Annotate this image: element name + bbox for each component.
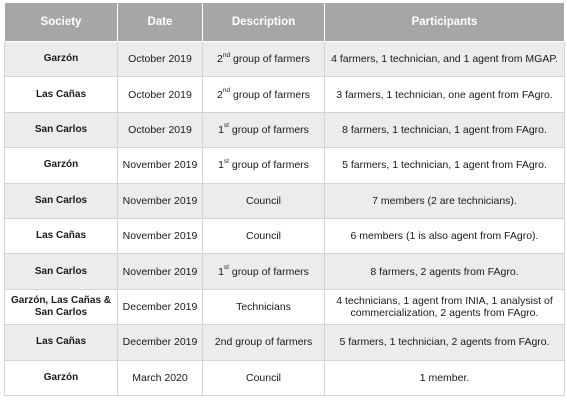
society-cell: San Carlos: [5, 183, 118, 218]
description-text: group of farmers: [230, 53, 311, 66]
date-cell: October 2019: [118, 42, 203, 77]
description-ordinal: 1: [218, 159, 224, 172]
table-row: [5, 218, 565, 253]
table-row: [5, 148, 565, 183]
society-cell: San Carlos: [5, 254, 118, 289]
society-line: San Carlos: [34, 306, 88, 318]
date-cell: December 2019: [118, 325, 203, 360]
table-row: [5, 325, 565, 360]
society-cell: Garzón: [5, 148, 118, 183]
table-row: [5, 360, 565, 395]
description-text: group of farmers: [228, 159, 309, 172]
header-participants: Participants: [325, 3, 565, 42]
participants-cell: 5 farmers, 1 technician, 1 agent from FAgro.: [325, 148, 565, 183]
description-suffix: st: [223, 264, 229, 272]
participants-cell: 6 members (1 is also agent from FAgro).: [325, 218, 565, 253]
description-suffix: nd: [222, 51, 231, 59]
participants-cell: 8 farmers, 2 agents from FAgro.: [325, 254, 565, 289]
description-cell: [203, 42, 325, 77]
description-ordinal: 1: [218, 123, 224, 136]
description-ordinal: 1: [218, 265, 224, 278]
table-row: [5, 183, 565, 218]
participants-line: commercialization, 2 agents from FAgro.: [350, 306, 539, 319]
date-cell: November 2019: [118, 218, 203, 253]
header-description: Description: [203, 3, 325, 42]
participants-cell: 7 members (2 are technicians).: [325, 183, 565, 218]
participants-cell: 8 farmers, 1 technician, 1 agent from FAgro.: [325, 112, 565, 147]
description-cell: 2nd group of farmers: [203, 325, 325, 360]
date-cell: November 2019: [118, 254, 203, 289]
society-cell: [5, 289, 118, 324]
participants-cell: 5 farmers, 1 technician, 2 agents from FAgro.: [325, 325, 565, 360]
society-cell: Garzón: [5, 360, 118, 395]
table-container: [4, 3, 564, 396]
date-cell: March 2020: [118, 360, 203, 395]
table-row: [5, 289, 565, 324]
description-suffix: nd: [222, 87, 231, 95]
date-cell: November 2019: [118, 148, 203, 183]
header-row: [5, 3, 565, 42]
description-cell: Council: [203, 360, 325, 395]
header-date: Date: [118, 3, 203, 42]
society-cell: San Carlos: [5, 112, 118, 147]
participants-cell: 3 farmers, 1 technician, one agent from FAgro.: [325, 77, 565, 112]
description-suffix: st: [223, 157, 229, 165]
society-cell: Las Cañas: [5, 325, 118, 360]
participants-cell: 1 member.: [325, 360, 565, 395]
society-cell: Las Cañas: [5, 218, 118, 253]
participants-table: [4, 3, 565, 396]
header-society: Society: [5, 3, 118, 42]
table-row: [5, 77, 565, 112]
description-ordinal: 2: [216, 53, 223, 66]
date-cell: October 2019: [118, 112, 203, 147]
description-text: group of farmers: [228, 265, 309, 278]
society-cell: Las Cañas: [5, 77, 118, 112]
description-text: group of farmers: [230, 88, 311, 101]
description-cell: Council: [203, 218, 325, 253]
description-suffix: st: [223, 122, 229, 130]
date-cell: November 2019: [118, 183, 203, 218]
date-cell: December 2019: [118, 289, 203, 324]
description-text: group of farmers: [228, 123, 309, 136]
society-cell: Garzón: [5, 42, 118, 77]
participants-cell: 4 farmers, 1 technician, and 1 agent from MGAP.: [325, 42, 565, 77]
society-line: Garzón, Las Cañas &: [10, 294, 112, 306]
description-cell: [203, 254, 325, 289]
description-cell: Council: [203, 183, 325, 218]
table-row: [5, 254, 565, 289]
participants-cell: [325, 289, 565, 324]
description-cell: [203, 148, 325, 183]
date-cell: October 2019: [118, 77, 203, 112]
description-ordinal: 2: [216, 88, 223, 101]
table-row: [5, 42, 565, 77]
description-cell: Technicians: [203, 289, 325, 324]
participants-line: 4 technicians, 1 agent from INIA, 1 analysist of: [336, 294, 553, 307]
description-cell: [203, 112, 325, 147]
description-cell: [203, 77, 325, 112]
table-row: [5, 112, 565, 147]
